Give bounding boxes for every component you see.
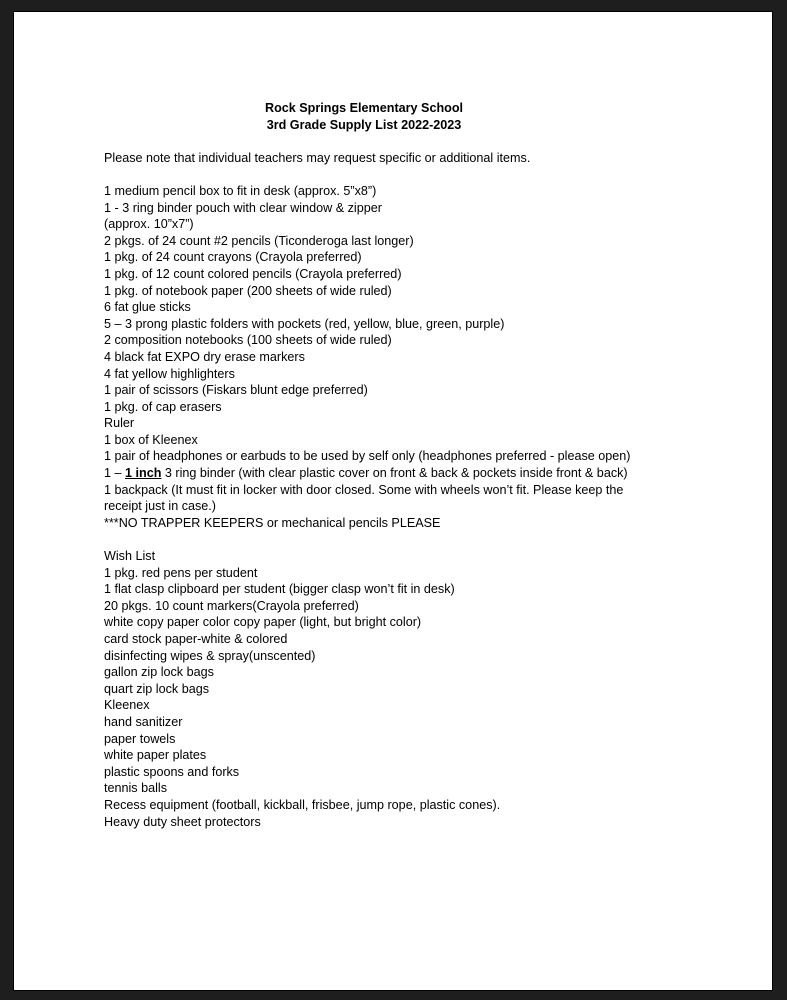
supply-item: 1 pkg. of notebook paper (200 sheets of wide ruled) — [104, 283, 392, 298]
supply-item: 5 – 3 prong plastic folders with pockets (red, yellow, blue, green, purple) — [104, 316, 505, 331]
supply-item: 1 medium pencil box to fit in desk (approx. 5”x8”) — [104, 183, 377, 198]
supply-item: 2 composition notebooks (100 sheets of wide ruled) — [104, 333, 392, 348]
wish-list-item: Recess equipment (football, kickball, frisbee, jump rope, plastic cones). — [104, 797, 501, 812]
supply-item: 4 black fat EXPO dry erase markers — [104, 349, 305, 364]
wish-list-item: white paper plates — [104, 748, 207, 763]
backpack-item: 1 backpack (It must fit in locker with door closed. Some with wheels won’t fit. Please keep the — [104, 482, 624, 497]
supply-item: 1 box of Kleenex — [104, 432, 198, 447]
supply-item: 1 - 3 ring binder pouch with clear window & zipper — [104, 200, 382, 215]
wish-list-item: Kleenex — [104, 698, 150, 713]
backpack-item-continued: receipt just in case.) — [104, 499, 216, 514]
warning-note: ***NO TRAPPER KEEPERS or mechanical pencils PLEASE — [104, 515, 441, 530]
binder-suffix: 3 ring binder (with clear plastic cover on front & back & pockets inside front & back) — [161, 466, 628, 481]
teacher-note: Please note that individual teachers may request specific or additional items. — [104, 150, 531, 165]
supply-item: 1 pkg. of 12 count colored pencils (Crayola preferred) — [104, 266, 402, 281]
wish-list-item: disinfecting wipes & spray(unscented) — [104, 648, 316, 663]
wish-list-item: card stock paper-white & colored — [104, 632, 288, 646]
binder-size: 1 inch — [125, 466, 162, 481]
wish-list-item: 20 pkgs. 10 count markers(Crayola preferred) — [104, 598, 359, 613]
supply-item: 1 pair of scissors (Fiskars blunt edge preferred) — [104, 383, 368, 398]
wish-list-heading: Wish List — [104, 549, 156, 564]
supply-item: 1 pkg. of cap erasers — [104, 399, 222, 414]
wish-list-item: gallon zip lock bags — [104, 665, 214, 680]
wish-list-item: 1 flat clasp clipboard per student (bigger clasp won’t fit in desk) — [104, 582, 455, 597]
wish-list-item: plastic spoons and forks — [104, 764, 240, 779]
school-name: Rock Springs Elementary School — [264, 101, 464, 115]
supply-item: 2 pkgs. of 24 count #2 pencils (Ticonderoga last longer) — [104, 233, 414, 248]
supply-item: 6 fat glue sticks — [104, 300, 191, 315]
binder-prefix: 1 – — [104, 466, 126, 481]
supply-item: (approx. 10”x7”) — [104, 217, 194, 232]
wish-list-item: white copy paper color copy paper (light, but bright color) — [104, 615, 422, 630]
supply-item: Ruler — [104, 416, 135, 431]
document-content — [104, 100, 744, 830]
wish-list-item: hand sanitizer — [104, 714, 183, 729]
document-page — [14, 12, 772, 990]
wish-list-item: Heavy duty sheet protectors — [104, 814, 261, 829]
wish-list-item: quart zip lock bags — [104, 681, 210, 696]
wish-list-item: tennis balls — [104, 781, 168, 796]
wish-list-item: 1 pkg. red pens per student — [104, 565, 258, 580]
supply-item: 1 pair of headphones or earbuds to be used by self only (headphones preferred - please open) — [104, 449, 631, 464]
wish-list-item: paper towels — [104, 731, 176, 746]
list-title: 3rd Grade Supply List 2022-2023 — [266, 117, 462, 132]
supply-item: 4 fat yellow highlighters — [104, 366, 235, 381]
supply-item: 1 pkg. of 24 count crayons (Crayola preferred) — [104, 250, 362, 265]
binder-item — [104, 465, 744, 482]
